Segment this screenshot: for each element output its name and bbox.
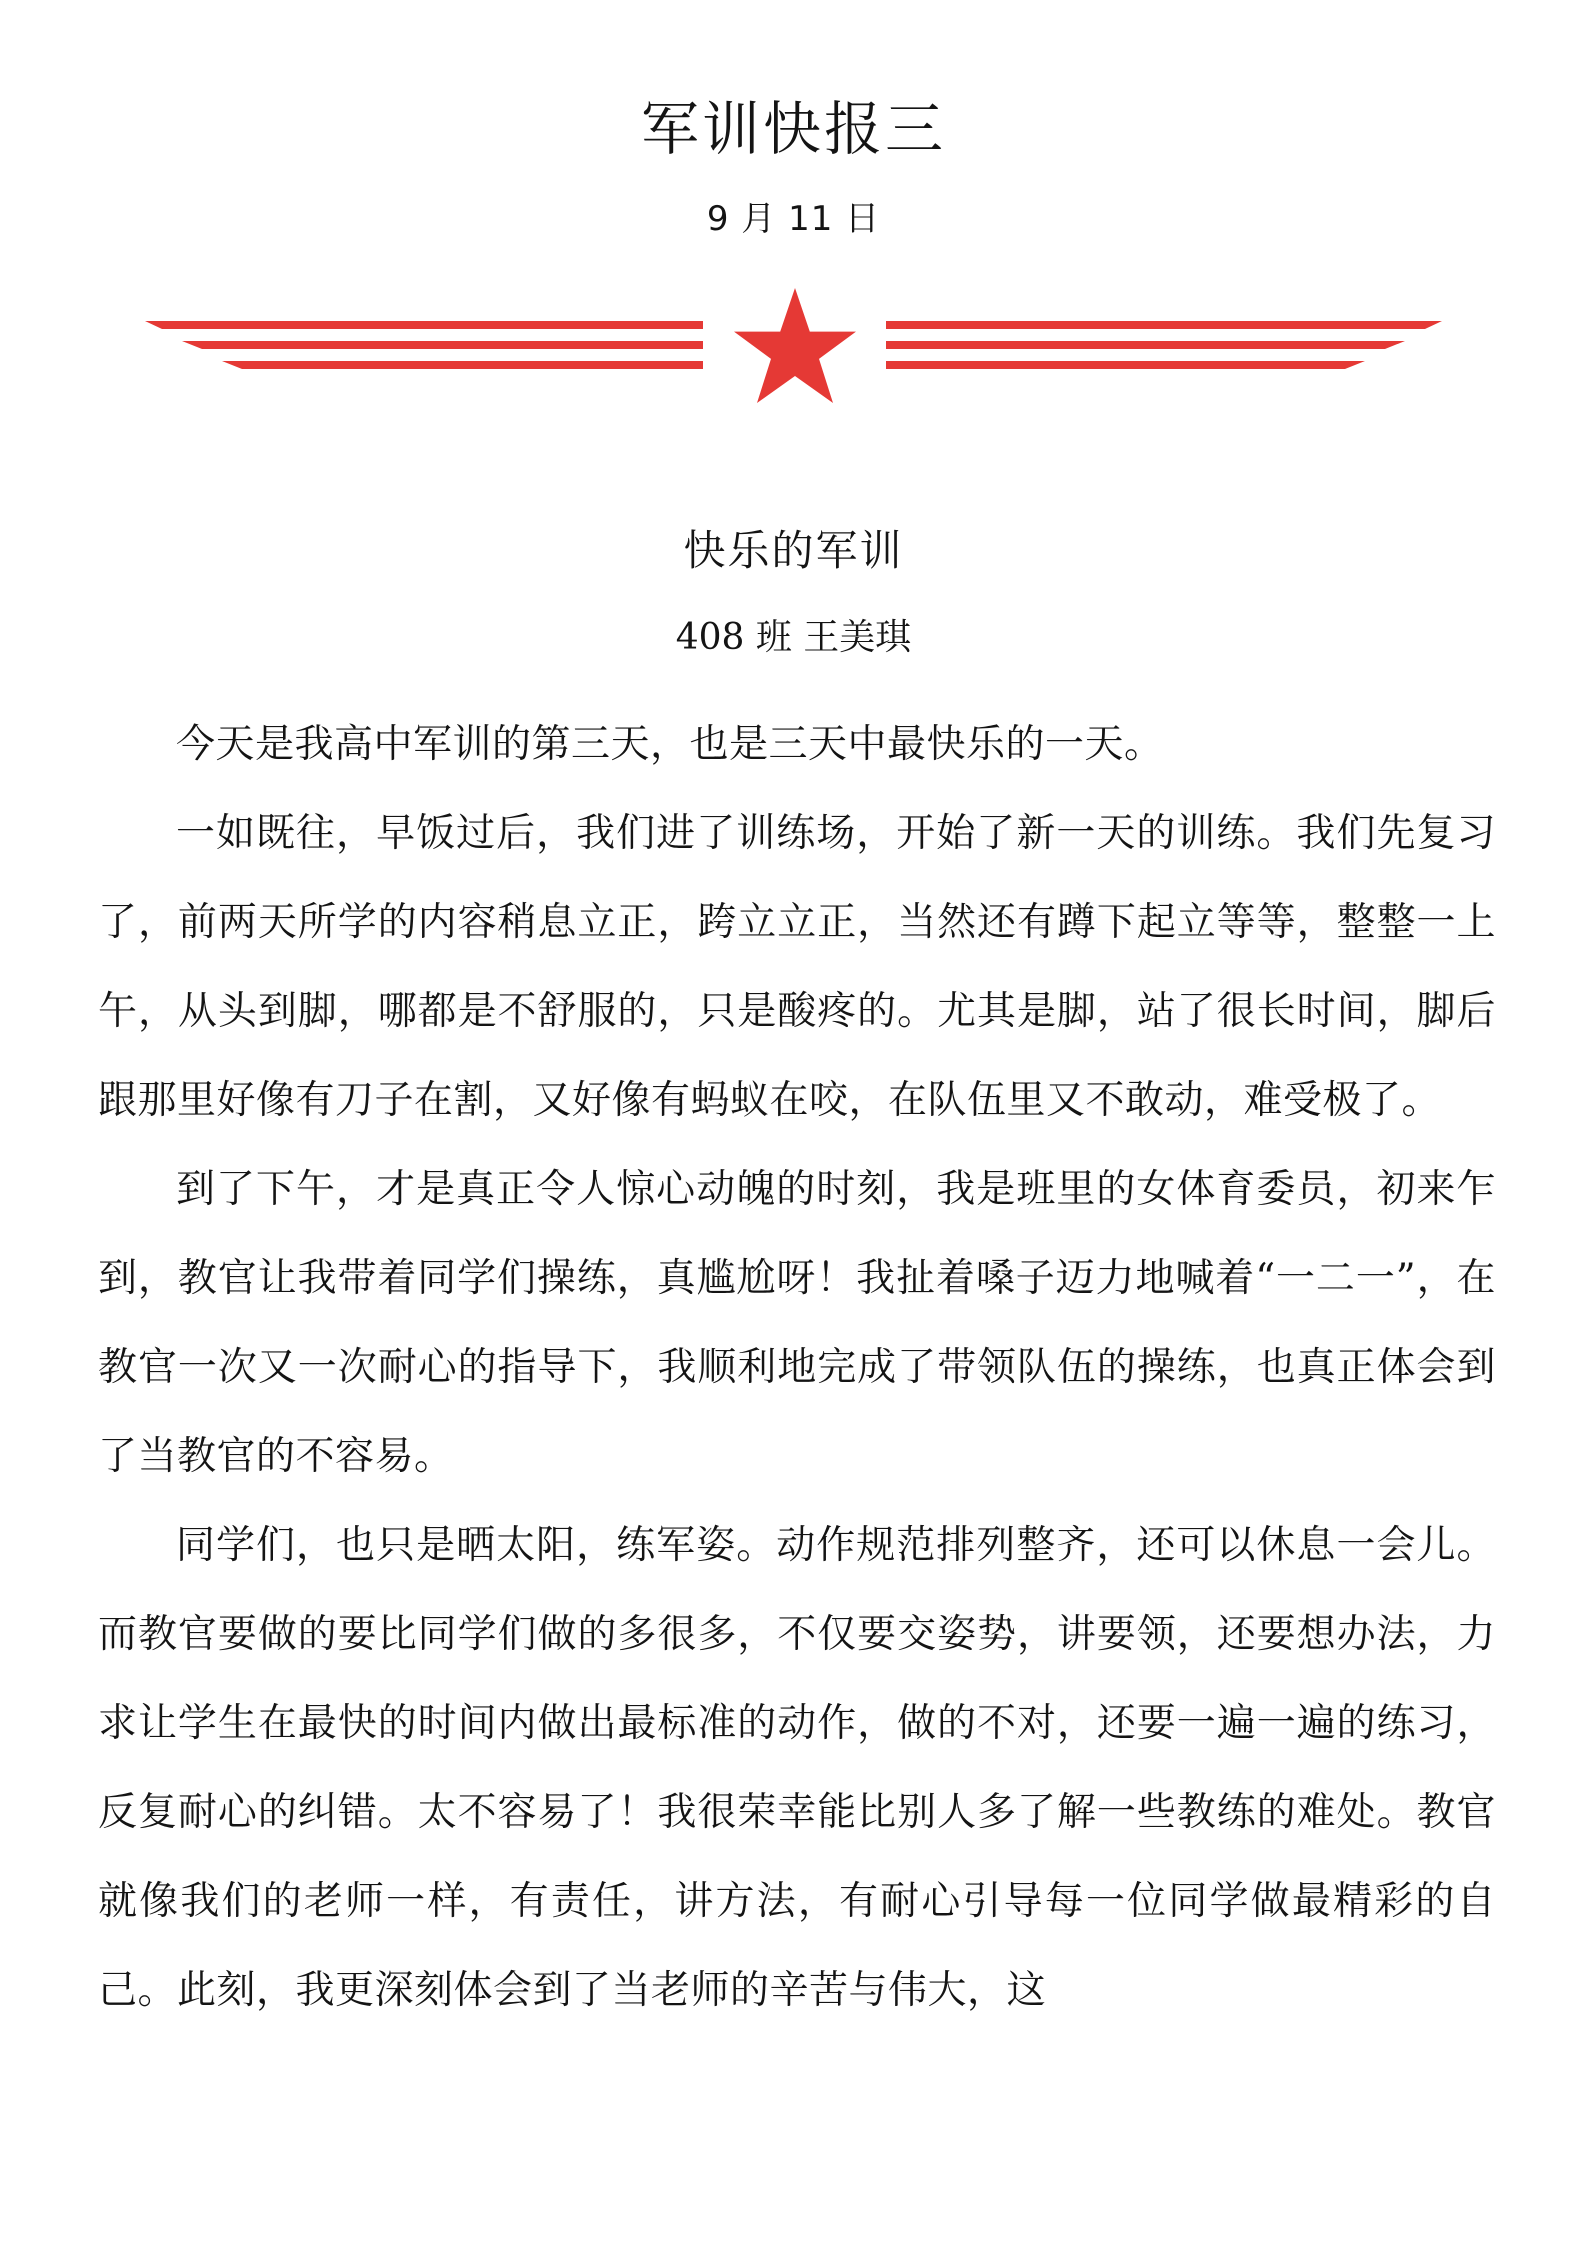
- star-wings-icon: [140, 280, 1447, 420]
- byline: 408 班 王美琪: [675, 617, 912, 658]
- emblem-star: [734, 288, 856, 403]
- paragraph: 到了下午，才是真正令人惊心动魄的时刻，我是班里的女体育委员，初来乍到，教官让我带着同学们操练，真尴尬呀！我扯着嗓子迈力地喊着“一二一”，在教官一次又一次耐心的指导下，我顺利地完成了带领队伍的操练，也真正体会到了当教官的不容易。: [98, 1167, 1496, 1479]
- paragraph: 同学们，也只是晒太阳，练军姿。动作规范排列整齐，还可以休息一会儿。而教官要做的要比同学们做的多很多，不仅要交姿势，讲要领，还要想办法，力求让学生在最快的时间内做出最标准的动作，做的不对，还要一遍一遍的练习，反复耐心的纠错。太不容易了！我很荣幸能比别人多了解一些教练的难处。教官就像我们的老师一样，有责任，讲方法，有耐心引导每一位同学做最精彩的自己。此刻，我更深刻体会到了当老师的辛苦与伟大，这: [98, 1523, 1496, 2013]
- paragraph: 一如既往，早饭过后，我们进了训练场，开始了新一天的训练。我们先复习了，前两天所学的内容稍息立正，跨立立正，当然还有蹲下起立等等，整整一上午，从头到脚，哪都是不舒服的，只是酸疼的。尤其是脚，站了很长时间，脚后跟那里好像有刀子在割，又好像有蚂蚁在咬，在队伍里又不敢动，难受极了。: [98, 811, 1496, 1123]
- article-body: [98, 700, 1496, 2035]
- page-date: 9 月 11 日: [706, 199, 881, 239]
- emblem-right-wing: [886, 321, 1442, 369]
- article-title: 快乐的军训: [683, 526, 904, 575]
- paragraph: 今天是我高中军训的第三天，也是三天中最快乐的一天。: [176, 722, 1164, 767]
- page-title: 军训快报三: [640, 95, 946, 163]
- emblem-left-wing: [145, 321, 703, 369]
